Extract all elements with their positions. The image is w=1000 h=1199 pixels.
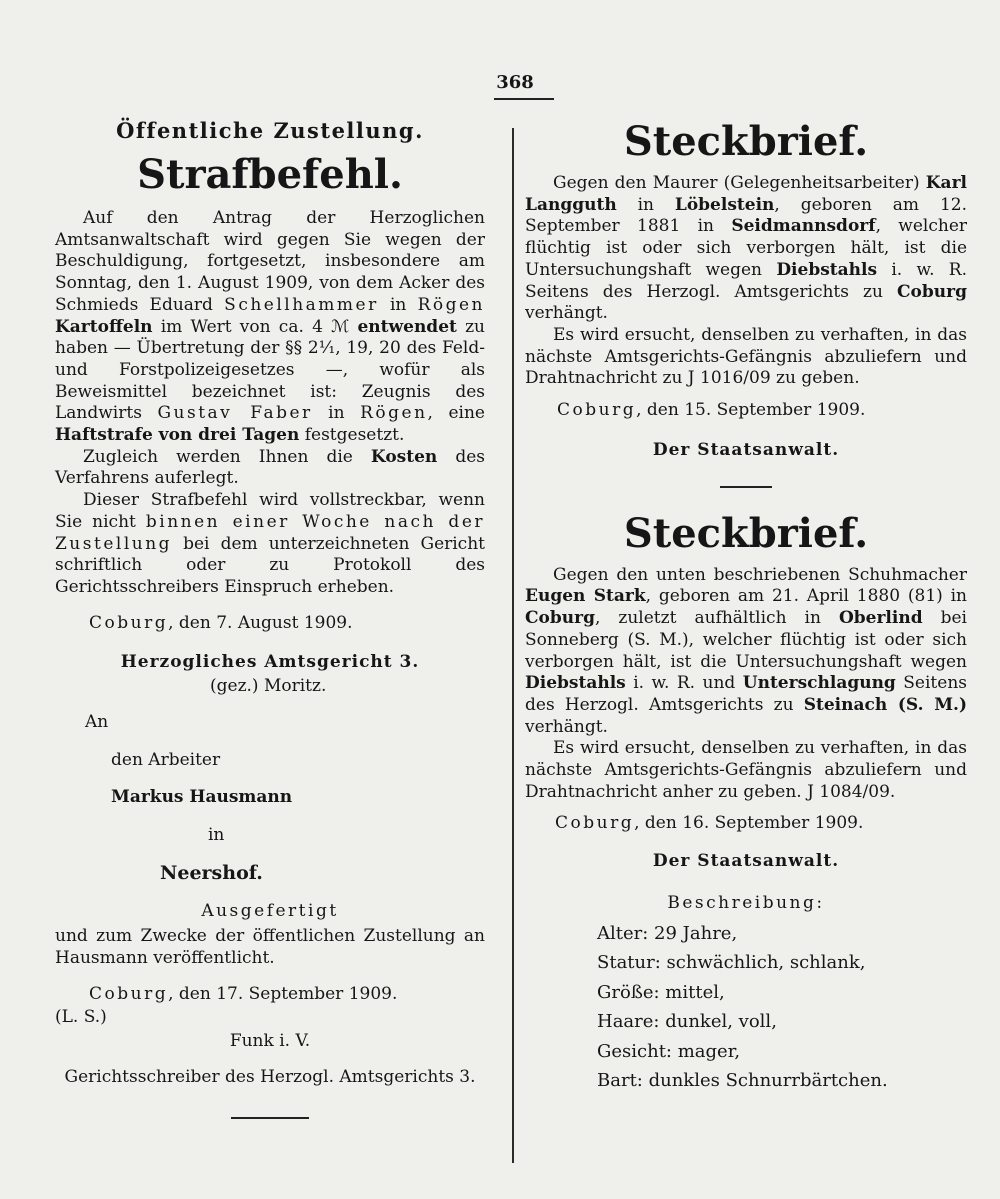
- seal-mark: (L. S.): [55, 1007, 107, 1028]
- place-date-line: [89, 613, 485, 635]
- right-column: [525, 118, 967, 1096]
- emphasized-text: Seidmannsdorf: [731, 216, 876, 237]
- emphasized-text: Haftstrafe von drei Tagen: [55, 425, 300, 446]
- text-run: verhängt.: [525, 303, 608, 324]
- emphasized-text: Coburg: [525, 608, 595, 629]
- warrant-2-body: [525, 565, 967, 739]
- notice-kicker: Öffentliche Zustellung.: [116, 118, 424, 143]
- emphasized-text: Oberlind: [838, 608, 923, 629]
- spaced-text: Rögen: [417, 294, 485, 315]
- emphasized-text: entwendet: [357, 316, 457, 337]
- text-run: i. w. R. Seitens des Herzogl. Amtsgerichts zu: [525, 259, 967, 302]
- text-run: Auf den Antrag der Herzoglichen Amtsanwaltschaft wird gegen Sie wegen der Beschuldigung, fortgesetzt, insbesondere am Sonntag, den 1. August 1909, von dem Acker des Schmieds Eduard: [55, 208, 485, 315]
- text-run: in: [616, 194, 675, 215]
- description-item: Alter: 29 Jahre,: [597, 922, 738, 944]
- spaced-text: Gustav Faber: [157, 403, 313, 424]
- left-column: [55, 118, 485, 1119]
- left-end-rule: [231, 1117, 309, 1119]
- emphasized-text: Steinach (S. M.): [803, 694, 967, 715]
- warrant-1-title: Steckbrief.: [623, 118, 869, 165]
- spaced-text: Schellhammer: [224, 294, 379, 315]
- publication-purpose: und zum Zwecke der öffentlichen Zustellung an Hausmann veröffentlicht.: [55, 926, 485, 968]
- issued-label: Ausgefertigt: [201, 900, 339, 921]
- warrant-1-request: Es wird ersucht, denselben zu verhaften, in das nächste Amtsgerichts-Gefängnis abzuliefern und Drahtnachricht zu J 1016/09 zu geben.: [525, 324, 967, 389]
- text-run: , geboren am 12. September 1881 in: [525, 194, 967, 237]
- text-run: , geboren am 21. April 1880 (81) in: [645, 586, 967, 607]
- warrant-1-city: Coburg: [557, 400, 637, 421]
- text-run: in: [378, 294, 418, 315]
- enforcement-paragraph: [55, 490, 485, 599]
- warrant-2-request: Es wird ersucht, denselben zu verhaften, in das nächste Amtsgerichts-Gefängnis abzuliefern und Drahtnachricht anher zu geben. J 1084/09.: [525, 738, 967, 802]
- warrant-1-signature: Der Staatsanwalt.: [652, 439, 840, 460]
- text-run: bei Sonneberg (S. M.), welcher flüchtig ist oder sich verborgen hält, ist die Untersuchungshaft wegen: [525, 608, 967, 672]
- warrant-1-date: , den 15. September 1909.: [636, 400, 866, 421]
- description-list: [597, 919, 967, 1096]
- text-run: , welcher flüchtig ist oder sich verborgen hält, ist die Untersuchungshaft wegen: [525, 216, 968, 280]
- warrant-2-date: , den 16. September 1909.: [634, 813, 864, 834]
- notice-title: Strafbefehl.: [137, 151, 403, 198]
- text-run: Gegen den unten beschriebenen Schuhmacher: [553, 564, 967, 585]
- text-run: zu haben — Übertretung der §§ 2¹⁄₁, 19, 20 des Feld- und Forstpolizeigesetzes —, wofür als Beweismittel bezeichnet ist: Zeugnis des Landwirts: [55, 316, 485, 424]
- text-run: festgesetzt.: [299, 425, 405, 446]
- clerk-signature: Funk i. V.: [229, 1031, 311, 1052]
- address-to: An: [85, 712, 109, 733]
- emphasized-text: Kosten: [370, 446, 438, 467]
- court-name: Herzogliches Amtsgericht 3.: [120, 652, 420, 673]
- text-run: , eine: [427, 403, 485, 424]
- recipient-in: in: [208, 825, 225, 846]
- page-number: 368: [496, 72, 534, 93]
- warrant-2-signature: Der Staatsanwalt.: [652, 851, 840, 872]
- description-item: Statur: schwächlich, schlank,: [597, 952, 866, 974]
- description-item: Haare: dunkel, voll,: [597, 1011, 777, 1033]
- emphasized-text: Kartoffeln: [55, 316, 153, 337]
- recipient-name: Markus Hausmann: [111, 787, 293, 808]
- place-date-line-2: [89, 984, 485, 1006]
- emphasized-text: Karl Langguth: [525, 173, 967, 215]
- warrant-2-city: Coburg: [555, 813, 635, 834]
- emphasized-text: Eugen Stark: [525, 586, 646, 607]
- warrant-1-body: [525, 173, 967, 325]
- description-item: Größe: mittel,: [597, 981, 725, 1003]
- page-number-rule: [494, 98, 554, 100]
- place2-city: Coburg: [89, 983, 169, 1004]
- text-run: in: [312, 403, 361, 424]
- description-item: Gesicht: mager,: [597, 1040, 741, 1062]
- spaced-text: binnen einer Woche nach der Zustellung: [55, 511, 486, 554]
- emphasized-text: Coburg: [897, 281, 967, 302]
- text-run: verhängt.: [525, 716, 608, 737]
- description-item: Bart: dunkles Schnurrbärtchen.: [597, 1070, 888, 1092]
- text-run: Zugleich werden Ihnen die: [83, 446, 371, 467]
- text-run: Dieser Strafbefehl wird vollstreckbar, wenn Sie nicht: [55, 490, 485, 532]
- text-run: Gegen den Maurer (Gelegenheitsarbeiter): [553, 173, 926, 193]
- signed-by: (gez.) Moritz.: [210, 676, 327, 697]
- costs-paragraph: [55, 447, 485, 490]
- emphasized-text: Diebstahls: [776, 259, 878, 280]
- emphasized-text: Löbelstein: [674, 194, 775, 215]
- place2-date: , den 17. September 1909.: [168, 983, 398, 1004]
- warrant-2-title: Steckbrief.: [623, 509, 869, 557]
- clerk-title: Gerichtsschreiber des Herzogl. Amtsgerichts 3.: [64, 1066, 476, 1087]
- text-run: , zuletzt aufhältlich in: [594, 608, 839, 629]
- emphasized-text: Diebstahls: [525, 673, 626, 694]
- text-run: Seitens des Herzogl. Amtsgerichts zu: [525, 673, 967, 715]
- place-city: Coburg: [89, 612, 169, 633]
- penalty-paragraph: [55, 208, 485, 447]
- warrant-2-place-date: [555, 813, 967, 835]
- place-date: , den 7. August 1909.: [168, 612, 353, 633]
- text-run: des Verfahrens auferlegt.: [55, 446, 485, 489]
- column-divider: [512, 128, 514, 1163]
- warrant-1-place-date: [557, 400, 967, 422]
- warrant-separator: [720, 486, 772, 488]
- spaced-text: Rögen: [360, 403, 428, 424]
- text-run: im Wert von ca. 4 ℳ: [152, 316, 358, 337]
- text-run: bei dem unterzeichneten Gericht schriftlich oder zu Protokoll des Gerichtsschreibers Einspruch erheben.: [55, 533, 485, 597]
- description-heading: Beschreibung:: [667, 893, 825, 914]
- text-run: i. w. R. und: [625, 673, 743, 694]
- recipient-role: den Arbeiter: [111, 749, 221, 770]
- recipient-place: Neershof.: [160, 861, 263, 884]
- emphasized-text: Unterschlagung: [742, 673, 896, 694]
